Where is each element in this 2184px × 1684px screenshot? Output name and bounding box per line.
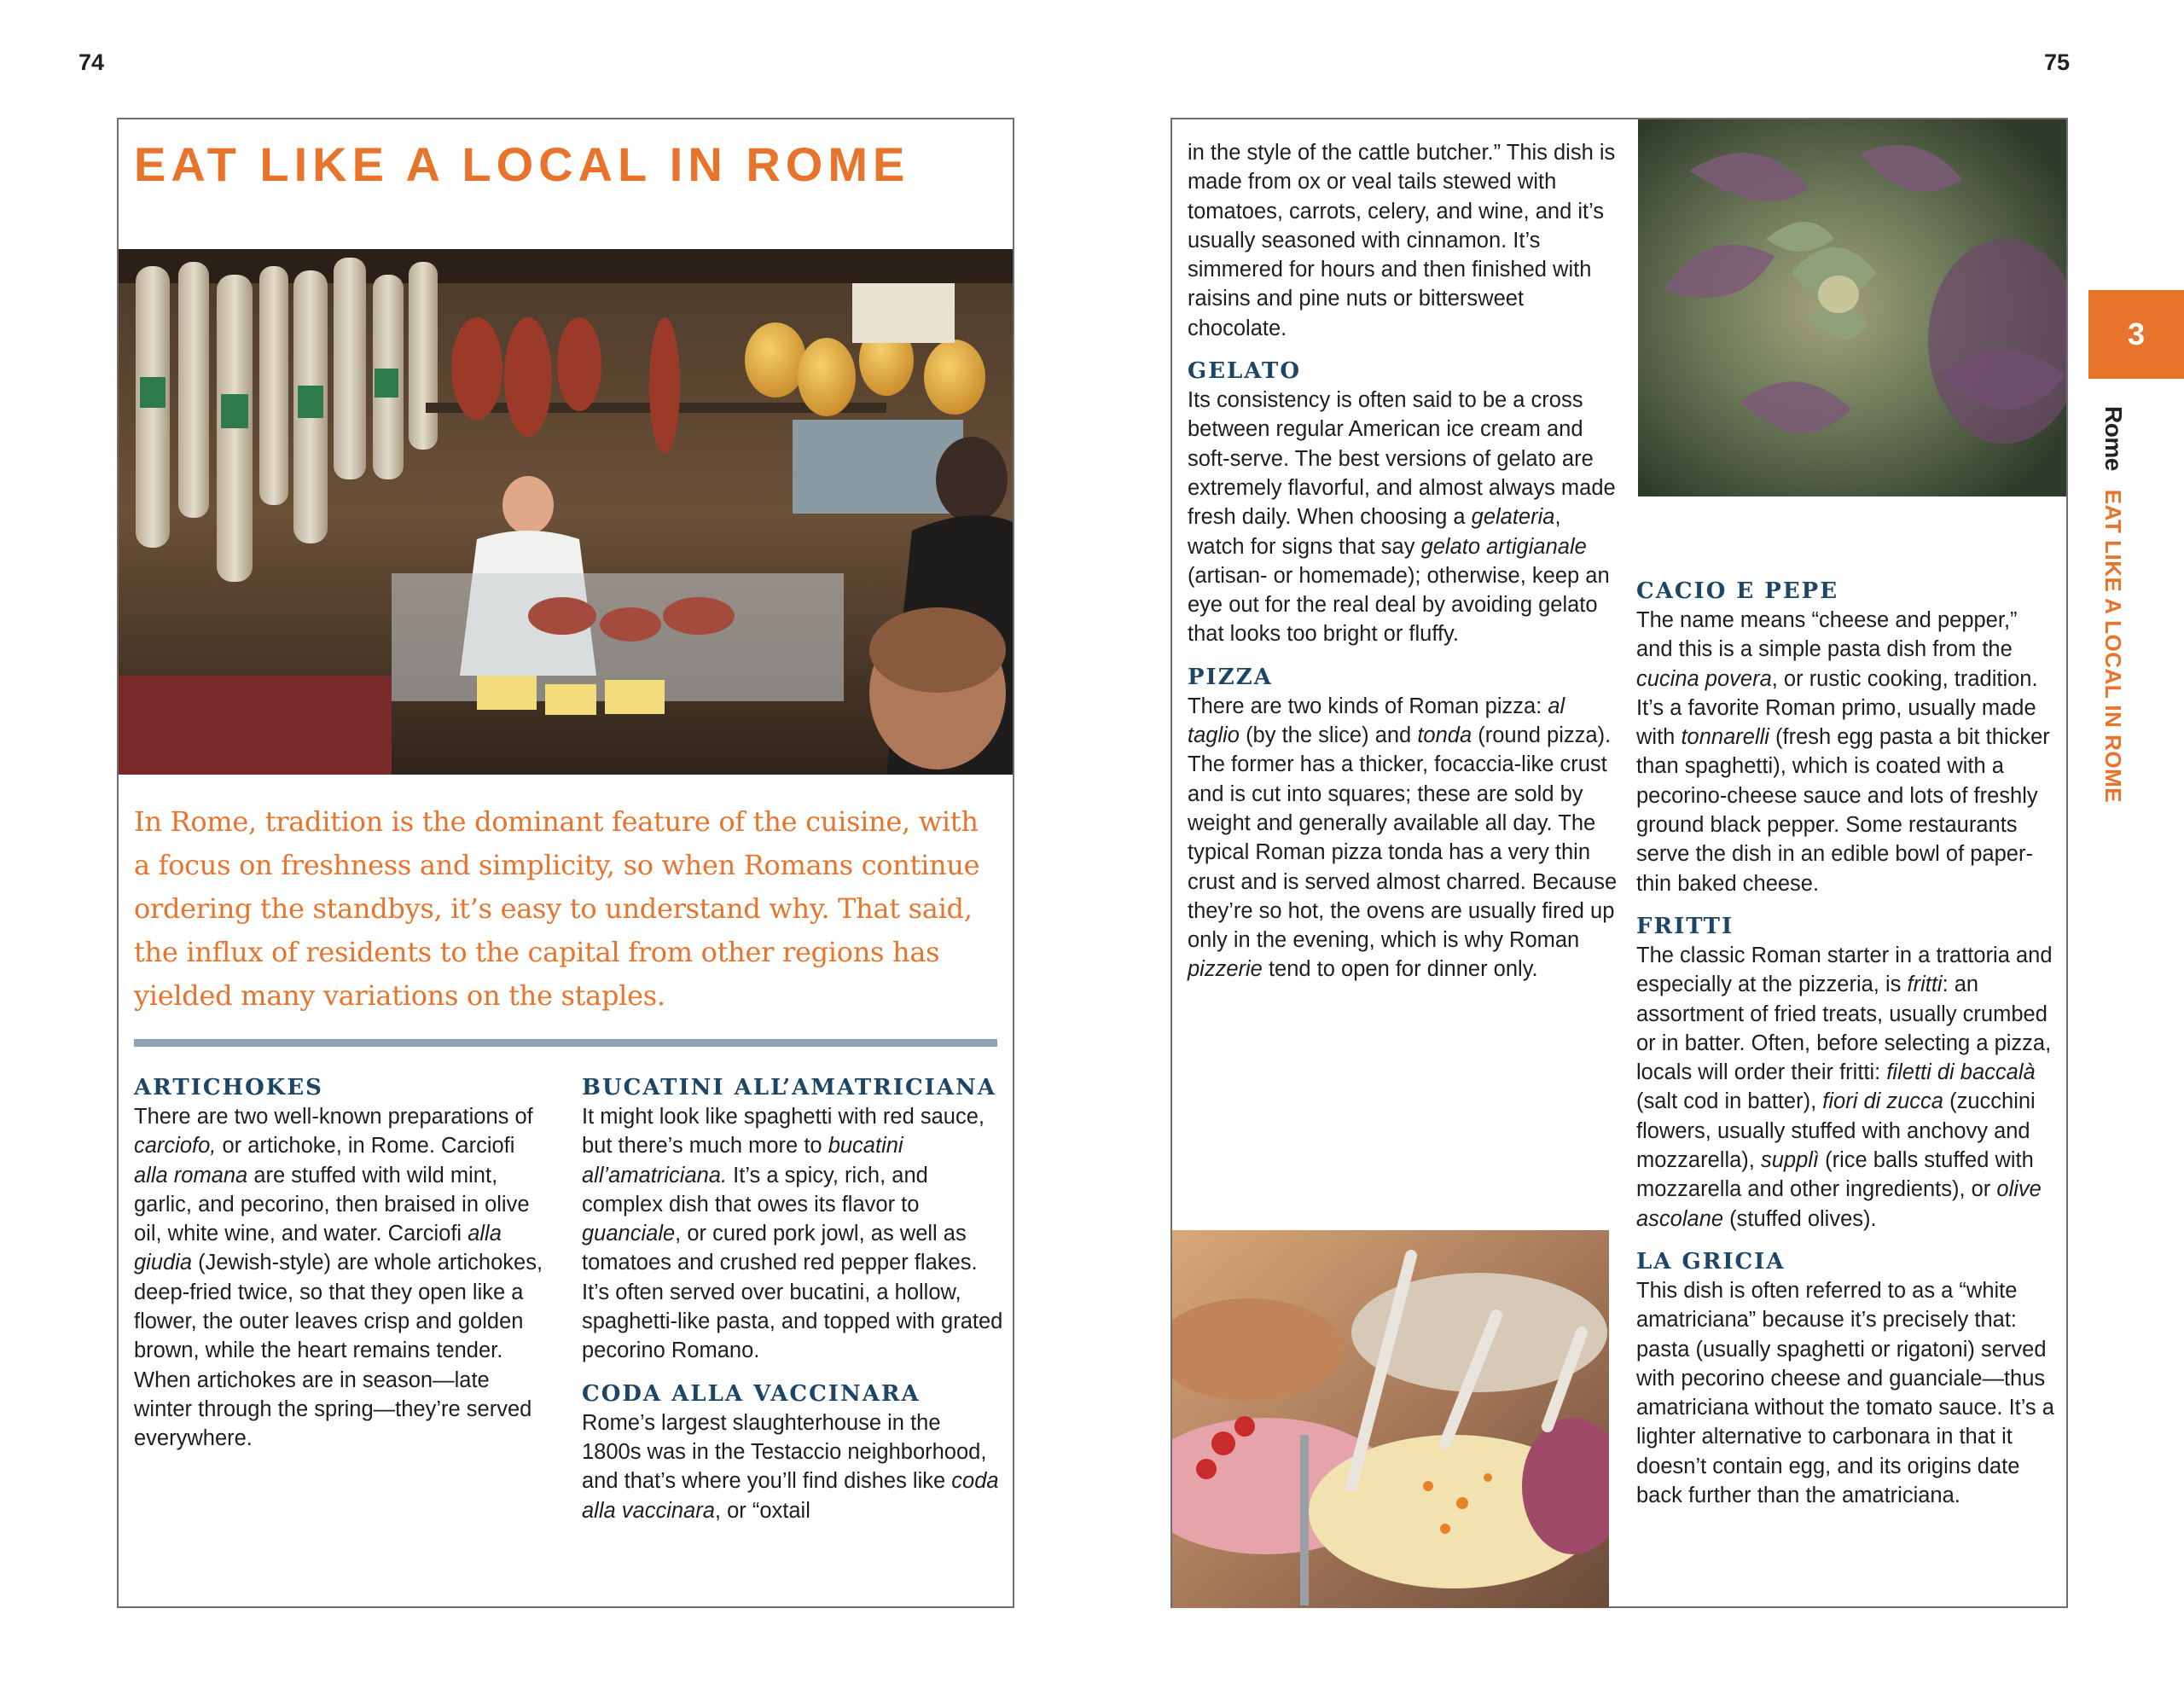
- heading-gelato: GELATO: [1188, 358, 1302, 385]
- gelato-illustration: [1172, 1230, 1609, 1608]
- fritti-body: The classic Roman starter in a trattoria and especially at the pizzeria, is fritti: an assortment of fried treats, usually crumbed or in batter. Often, before selecting a pizza, locals will order their fritti: filetti di baccalà (salt cod in batter), fiori di zucca (zucchini flowers, usually stuffed with anchovy and mozzarella), supplì (rice balls stuffed with mozzarella and other ingredients), or olive ascolane (stuffed olives).: [1636, 943, 2053, 1231]
- deli-counter-photo: [119, 249, 1013, 775]
- page-number-right: 75: [2044, 49, 2071, 75]
- gricia-body: This dish is often referred to as a “white amatriciana” because it’s precisely that: pasta (usually spaghetti or rigatoni) served with pecorino cheese and guanciale—thus amatriciana without the tomato sauce. It’s a lighter alternative to carbonara in that it doesn’t contain egg, and its origins date back further than the amatriciana.: [1636, 1278, 2054, 1508]
- running-head-section: Rome: [2100, 406, 2127, 471]
- column-cacio-fritti-gricia: [1636, 577, 2059, 1510]
- artichokes-body: There are two well-known preparations of carciofo, or artichoke, in Rome. Carciofi alla romana are stuffed with wild mint, garlic, and pecorino, then braised in olive oil, white wine, and water. Carciofi alla giudia (Jewish-style) are whole artichokes, deep-fried twice, so that they open like a flower, the outer leaves crisp and golden brown, while the heart remains tender. When artichokes are in season—late winter through the spring—they’re served everywhere.: [134, 1105, 543, 1451]
- heading-artichokes: ARTICHOKES: [134, 1075, 323, 1100]
- page-title: EAT LIKE A LOCAL IN ROME: [134, 137, 910, 191]
- heading-cacio: CACIO E PEPE: [1636, 578, 1839, 604]
- cacio-body: The name means “cheese and pepper,” and this is a simple pasta dish from the cucina povera, or rustic cooking, tradition. It’s a favorite Roman primo, usually made with tonnarelli (fresh egg pasta a bit thicker than spaghetti), which is coated with a pecorino-cheese sauce and lots of freshly ground black pepper. Some restaurants serve the dish in an edible bowl of paper-thin baked cheese.: [1636, 608, 2050, 896]
- running-head-chapter: EAT LIKE A LOCAL IN ROME: [2100, 489, 2126, 804]
- left-page-frame: [117, 118, 1014, 1608]
- right-page-frame: [1170, 118, 2068, 1608]
- column-artichokes: [134, 1073, 552, 1454]
- heading-bucatini: BUCATINI ALL’AMATRICIANA: [582, 1075, 996, 1100]
- column-bucatini-coda: [582, 1073, 1004, 1525]
- heading-pizza: PIZZA: [1188, 664, 1273, 690]
- pizza-body: There are two kinds of Roman pizza: al taglio (by the slice) and tonda (round pizza). The former has a thicker, focaccia-like crust and is cut into squares; these are sold by weight and generally available all day. The typical Roman pizza tonda has a very thin crust and is served almost charred. Because they’re so hot, the ovens are usually fired up only in the evening, which is why Roman pizzerie tend to open for dinner only.: [1188, 694, 1618, 982]
- column-coda-gelato-pizza: [1188, 138, 1618, 984]
- bucatini-body: It might look like spaghetti with red sauce, but there’s much more to bucatini all’amatriciana. It’s a spicy, rich, and complex dish that owes its flavor to guanciale, or cured pork jowl, as well as tomatoes and crushed red pepper flakes. It’s often served over bucatini, a hollow, spaghetti-like pasta, and topped with grated pecorino Romano.: [582, 1105, 1003, 1363]
- deli-counter-illustration: [119, 249, 1013, 775]
- coda-body: Rome’s largest slaughterhouse in the 1800s was in the Testaccio neighborhood, and that’s where you’ll find dishes like coda alla vaccinara, or “oxtail: [582, 1410, 999, 1523]
- heading-gricia: LA GRICIA: [1636, 1248, 1786, 1275]
- gelato-photo: [1172, 1230, 1609, 1608]
- chapter-tab-number: 3: [2127, 316, 2146, 351]
- intro-paragraph: In Rome, tradition is the dominant feature of the cuisine, with a focus on freshness and simplicity, so when Romans continue ordering the standbys, it’s easy to understand why. That said, the influx of residents to the capital from other regions has yielded many variations on the staples.: [134, 805, 980, 1012]
- section-divider: [134, 1039, 997, 1047]
- heading-fritti: FRITTI: [1636, 913, 1734, 939]
- artichoke-illustration: [1638, 119, 2066, 496]
- running-head-vertical: [2100, 406, 2126, 803]
- chapter-tab: [2088, 290, 2184, 379]
- gelato-body: Its consistency is often said to be a cross between regular American ice cream and soft-serve. The best versions of gelato are extremely flavorful, and almost always made fresh daily. When choosing a gelateria, watch for signs that say gelato artigianale (artisan- or homemade); otherwise, keep an eye out for the real deal by avoiding gelato that looks too bright or fluffy.: [1188, 388, 1616, 647]
- coda-continued: in the style of the cattle butcher.” This dish is made from ox or veal tails stewed with tomatoes, carrots, celery, and wine, and it’s usually seasoned with cinnamon. It’s simmered for hours and then finished with raisins and pine nuts or bittersweet chocolate.: [1188, 141, 1616, 340]
- page-number-left: 74: [78, 49, 105, 75]
- artichoke-photo: [1638, 119, 2066, 496]
- heading-coda: CODA ALLA VACCINARA: [582, 1380, 921, 1407]
